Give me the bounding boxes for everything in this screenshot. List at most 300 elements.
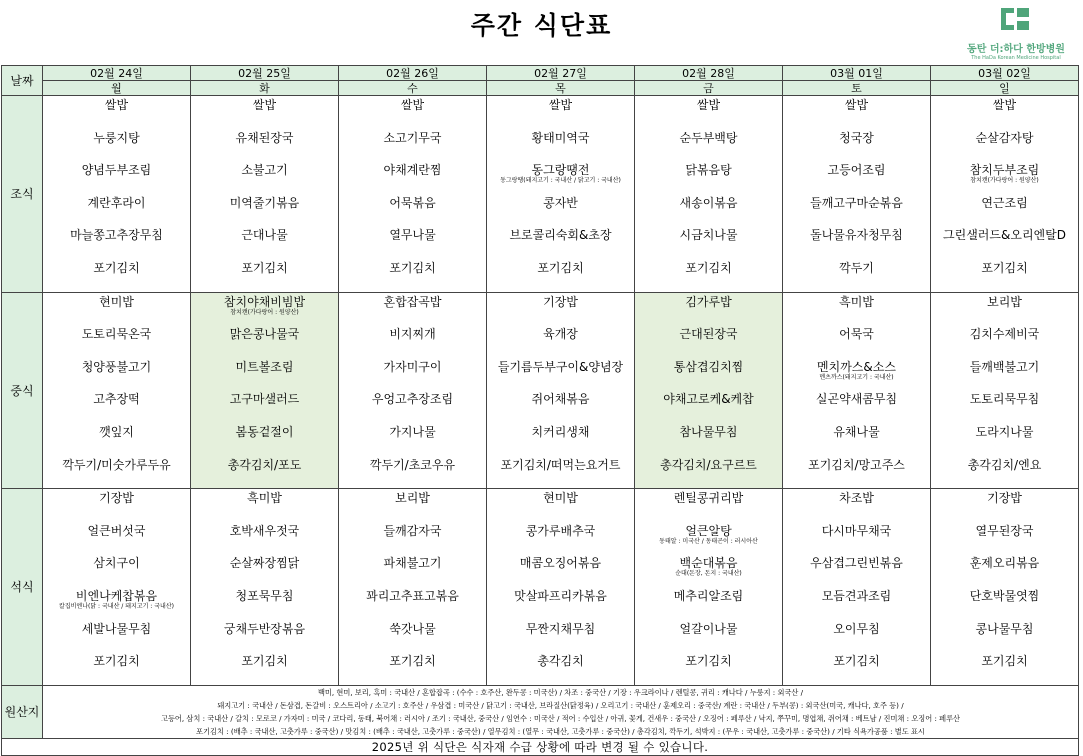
menu-item-name: 총각김치 xyxy=(537,654,584,669)
menu-item-name: 순살짜장찜닭 xyxy=(229,556,300,571)
menu-cell xyxy=(191,489,339,686)
menu-item xyxy=(43,325,190,358)
menu-item-name: 삼치구이 xyxy=(93,556,140,571)
menu-item-name: 흑미밥 xyxy=(247,491,282,506)
menu-item-name: 양념두부조림 xyxy=(81,163,152,178)
menu-item xyxy=(43,554,190,587)
menu-item-name: 콩나물무침 xyxy=(975,621,1034,636)
menu-item xyxy=(43,620,190,653)
hospital-name: 동탄 더:하다 한방병원 xyxy=(967,44,1065,55)
menu-item-name: 도토리묵온국 xyxy=(81,327,152,342)
menu-item-list xyxy=(635,489,782,685)
menu-item xyxy=(931,522,1078,555)
menu-item-name: 들깨백불고기 xyxy=(969,359,1040,374)
menu-item-name: 포기김치 xyxy=(981,260,1028,275)
menu-item xyxy=(635,554,782,587)
menu-item xyxy=(931,194,1078,227)
header-weekday: 금 xyxy=(635,81,783,96)
menu-item xyxy=(783,456,930,489)
menu-item-name: 포기김치 xyxy=(981,654,1028,669)
menu-item-name: 소고기무국 xyxy=(383,130,442,145)
origin-label: 원산지 xyxy=(2,685,43,738)
menu-item xyxy=(43,489,190,522)
menu-item xyxy=(191,358,338,391)
menu-item-name: 현미밥 xyxy=(99,294,134,309)
menu-item xyxy=(191,587,338,620)
menu-item-name: 쌀밥 xyxy=(548,98,573,112)
menu-item xyxy=(635,587,782,620)
menu-item xyxy=(339,358,486,391)
menu-item-name: 그린샐러드&오리엔탈D xyxy=(943,228,1066,243)
menu-item xyxy=(339,390,486,423)
menu-item-name: 계란후라이 xyxy=(87,195,146,210)
header-weekday: 토 xyxy=(783,81,931,96)
menu-item-name: 얼갈이나물 xyxy=(679,621,738,636)
menu-item xyxy=(43,194,190,227)
menu-item xyxy=(43,226,190,259)
menu-item xyxy=(931,325,1078,358)
menu-cell xyxy=(43,489,191,686)
menu-item xyxy=(43,259,190,292)
menu-item-name: 쌀밥 xyxy=(696,98,721,112)
menu-item-name: 기장밥 xyxy=(987,491,1022,506)
menu-item xyxy=(635,489,782,522)
menu-item xyxy=(487,226,634,259)
menu-item-name: 김치수제비국 xyxy=(969,327,1040,342)
hospital-name-en: The HaDa Korean Medicine Hospital xyxy=(971,55,1061,61)
menu-item-name: 모듬견과조림 xyxy=(821,588,892,603)
menu-item xyxy=(191,620,338,653)
menu-item-name: 쌀밥 xyxy=(104,98,129,112)
menu-item xyxy=(783,161,930,194)
menu-item-name: 고등어조림 xyxy=(827,163,886,178)
header-weekday: 목 xyxy=(487,81,635,96)
menu-item xyxy=(635,194,782,227)
menu-item-name: 치커리생채 xyxy=(531,424,590,439)
menu-item xyxy=(635,161,782,194)
menu-item-name: 깍두기/미숫가루두유 xyxy=(62,457,171,472)
origin-info xyxy=(43,685,1079,738)
menu-item-list xyxy=(43,293,190,489)
menu-item-name: 돌나물유자청무침 xyxy=(810,228,903,243)
menu-item-name: 닭볶음탕 xyxy=(685,163,732,178)
menu-item xyxy=(487,293,634,326)
menu-item xyxy=(783,194,930,227)
menu-item xyxy=(339,293,486,326)
menu-item-name: 기장밥 xyxy=(99,491,134,506)
meal-row xyxy=(2,489,1079,686)
menu-cell xyxy=(487,96,635,293)
meal-row xyxy=(2,96,1079,293)
menu-item xyxy=(191,522,338,555)
menu-item-name: 호박새우젓국 xyxy=(229,523,300,538)
menu-item xyxy=(487,652,634,685)
origin-line: 돼지고기 : 국내산 / 돈삼겹, 돈갈비 : 오스트리아 / 소고기 : 호주산 / 우삼겹 : 미국산 / 닭고기 : 국내산, 브라질산(닭정육) / 오리고기 : 국내산 / 훈제오리 : 중국산/ 계란 : 국내산 / 두부(콩) : 외국산(미국, 캐나다, 호주 등) / xyxy=(217,700,904,710)
menu-item xyxy=(487,587,634,620)
menu-item xyxy=(783,652,930,685)
menu-cell xyxy=(43,292,191,489)
menu-item xyxy=(931,96,1078,129)
menu-item-name: 유채나물 xyxy=(833,424,880,439)
header-weekday: 화 xyxy=(191,81,339,96)
menu-item xyxy=(931,129,1078,162)
menu-item xyxy=(487,96,634,129)
menu-item-name: 마늘쫑고추장무침 xyxy=(70,228,163,243)
header-date: 02월 27일 xyxy=(487,66,635,81)
menu-item-name: 가자미구이 xyxy=(383,359,442,374)
menu-item xyxy=(931,423,1078,456)
menu-item xyxy=(339,259,486,292)
menu-item-name: 총각김치/포도 xyxy=(227,457,302,472)
menu-item xyxy=(339,489,486,522)
menu-item xyxy=(339,652,486,685)
menu-item-name: 열무된장국 xyxy=(975,523,1034,538)
menu-item-name: 야채계란찜 xyxy=(383,163,442,178)
menu-item-list xyxy=(43,489,190,685)
menu-item xyxy=(487,194,634,227)
menu-item-list xyxy=(339,489,486,685)
menu-item xyxy=(931,620,1078,653)
menu-item-name: 새송이볶음 xyxy=(679,195,738,210)
menu-item-name: 고추장떡 xyxy=(93,392,140,407)
meal-label: 조식 xyxy=(2,96,43,293)
menu-item-list xyxy=(339,96,486,292)
menu-item xyxy=(635,325,782,358)
menu-item-name: 쌀밥 xyxy=(400,98,425,112)
menu-item-name: 흑미밥 xyxy=(839,294,874,309)
menu-item-name: 브로콜리숙회&초장 xyxy=(509,228,612,243)
menu-item-name: 미역줄기볶음 xyxy=(229,195,300,210)
header-weekday: 월 xyxy=(43,81,191,96)
menu-item xyxy=(635,522,782,555)
menu-item xyxy=(43,358,190,391)
menu-item xyxy=(191,423,338,456)
menu-item xyxy=(635,620,782,653)
menu-item-name: 쌀밥 xyxy=(992,98,1017,112)
menu-item xyxy=(339,620,486,653)
menu-item xyxy=(783,390,930,423)
menu-item-name: 포기김치 xyxy=(537,260,584,275)
menu-item-name: 들깨감자국 xyxy=(383,523,442,538)
menu-item-name: 야채고로케&케찹 xyxy=(663,392,754,407)
menu-item xyxy=(43,587,190,620)
menu-item xyxy=(783,96,930,129)
menu-item xyxy=(635,96,782,129)
menu-item xyxy=(931,358,1078,391)
menu-item xyxy=(635,390,782,423)
menu-cell xyxy=(487,292,635,489)
menu-item-name: 맛살파프리카볶음 xyxy=(514,588,607,603)
menu-item-name: 육개장 xyxy=(543,327,578,342)
menu-item xyxy=(43,161,190,194)
header-date: 02월 25일 xyxy=(191,66,339,81)
menu-item-name: 어묵볶음 xyxy=(389,195,436,210)
menu-item-name: 훈제오리볶음 xyxy=(969,556,1040,571)
menu-item xyxy=(783,620,930,653)
menu-item-name: 콩자반 xyxy=(543,195,578,210)
menu-item-list xyxy=(487,489,634,685)
menu-item-origin-note: 참치캔(가다랑어 : 원양산) xyxy=(970,177,1039,185)
menu-item xyxy=(191,652,338,685)
menu-item-name: 포기김치 xyxy=(93,260,140,275)
menu-item xyxy=(339,96,486,129)
menu-cell xyxy=(339,292,487,489)
menu-item xyxy=(339,554,486,587)
origin-line: 포기김치 : (배추 : 국내산, 고춧가루 : 중국산) / 맛김치 : (배추 : 국내산, 고춧가루 : 중국산) / 열무김치 : (열무 : 국내산, 고춧가루 : 중국산) / 총각김치, 깍두기, 석박지 : (무우 : 국내산, 고춧가루 : 중국산) / 기타 식욕가공품 : 별도 표시 xyxy=(196,726,925,736)
menu-item-name: 메추리알조림 xyxy=(673,588,744,603)
header-date: 02월 26일 xyxy=(339,66,487,81)
menu-item xyxy=(43,522,190,555)
menu-item-list xyxy=(931,293,1078,489)
notice-row xyxy=(2,738,1079,755)
menu-item-list xyxy=(487,293,634,489)
menu-item-name: 우삼겹그린빈볶음 xyxy=(810,556,903,571)
menu-item xyxy=(931,259,1078,292)
menu-item-name: 쌀밥 xyxy=(844,98,869,112)
menu-item xyxy=(635,259,782,292)
menu-item xyxy=(783,587,930,620)
menu-item xyxy=(339,129,486,162)
menu-item-origin-note: 멘츠까스(돼지고기 : 국내산) xyxy=(819,373,894,381)
menu-item xyxy=(783,358,930,391)
menu-item xyxy=(191,325,338,358)
menu-item-name: 깍두기 xyxy=(839,260,874,275)
menu-item xyxy=(487,522,634,555)
menu-item xyxy=(931,652,1078,685)
menu-item-list xyxy=(43,96,190,292)
menu-item xyxy=(43,423,190,456)
menu-item-name: 깻잎지 xyxy=(99,424,134,439)
origin-row xyxy=(2,685,1079,738)
header-weekday: 수 xyxy=(339,81,487,96)
menu-item xyxy=(43,456,190,489)
menu-item xyxy=(191,489,338,522)
menu-item-name: 총각김치/요구르트 xyxy=(660,457,757,472)
menu-item-name: 포기김치/망고주스 xyxy=(808,457,905,472)
menu-item-name: 단호박물엿찜 xyxy=(969,588,1040,603)
menu-item-name: 유채된장국 xyxy=(235,130,294,145)
menu-item xyxy=(783,129,930,162)
menu-item-list xyxy=(487,96,634,292)
menu-item-name: 포기김치 xyxy=(389,654,436,669)
menu-item-name: 궁채두반장볶음 xyxy=(223,621,306,636)
menu-item-name: 가지나물 xyxy=(389,424,436,439)
menu-item xyxy=(635,423,782,456)
menu-cell xyxy=(635,292,783,489)
menu-item-origin-note: 참치캔(가다랑어 : 원양산) xyxy=(230,308,299,316)
menu-item-name: 참나물무침 xyxy=(679,424,738,439)
menu-item xyxy=(783,554,930,587)
menu-item xyxy=(635,129,782,162)
menu-item-name: 혼합잡곡밥 xyxy=(383,294,442,309)
menu-item xyxy=(487,456,634,489)
menu-item-name: 무짠지채무침 xyxy=(525,621,596,636)
menu-item xyxy=(487,259,634,292)
weekly-menu-table xyxy=(1,65,1079,756)
menu-item xyxy=(339,226,486,259)
menu-item-name: 청국장 xyxy=(839,130,874,145)
menu-item xyxy=(191,96,338,129)
menu-item-name: 차조밥 xyxy=(839,491,874,506)
menu-item xyxy=(43,390,190,423)
menu-item-list xyxy=(783,293,930,489)
menu-cell xyxy=(191,292,339,489)
menu-item xyxy=(931,456,1078,489)
menu-cell xyxy=(191,96,339,293)
menu-item xyxy=(191,161,338,194)
menu-item-name: 근대된장국 xyxy=(679,327,738,342)
menu-item-name: 쌀밥 xyxy=(252,98,277,112)
menu-item-list xyxy=(783,489,930,685)
menu-item-list xyxy=(783,96,930,292)
menu-item xyxy=(191,259,338,292)
menu-item xyxy=(487,390,634,423)
menu-item-name: 쥐어채볶음 xyxy=(531,392,590,407)
menu-item-name: 기장밥 xyxy=(543,294,578,309)
menu-item-name: 참치두부조림 xyxy=(969,163,1040,178)
menu-item-name: 포기김치 xyxy=(389,260,436,275)
menu-item-name: 통삼겹김치찜 xyxy=(673,359,744,374)
menu-item xyxy=(635,293,782,326)
header-date-row xyxy=(2,66,1079,81)
menu-cell xyxy=(43,96,191,293)
menu-item-origin-note: 동그랑땡(돼지고기 : 국내산 / 닭고기 : 국내산) xyxy=(500,177,621,185)
menu-item-name: 들기름두부구이&양념장 xyxy=(497,359,624,374)
menu-cell xyxy=(783,489,931,686)
menu-item-name: 연근조림 xyxy=(981,195,1028,210)
menu-item-name: 렌틸콩귀리밥 xyxy=(673,491,744,506)
menu-item xyxy=(191,456,338,489)
menu-item xyxy=(487,554,634,587)
hospital-logo-icon xyxy=(998,6,1032,32)
menu-item xyxy=(931,161,1078,194)
menu-item-name: 도라지나물 xyxy=(975,424,1034,439)
menu-item xyxy=(487,325,634,358)
menu-item xyxy=(635,652,782,685)
menu-item xyxy=(43,129,190,162)
menu-item-list xyxy=(191,96,338,292)
menu-item-name: 꽈리고추표고볶음 xyxy=(366,588,459,603)
menu-cell xyxy=(783,292,931,489)
menu-item xyxy=(635,456,782,489)
menu-item xyxy=(191,390,338,423)
menu-item xyxy=(487,620,634,653)
menu-item-name: 포기김치 xyxy=(241,654,288,669)
menu-item-name: 순살감자탕 xyxy=(975,130,1034,145)
menu-item-name: 백순대볶음 xyxy=(679,556,738,571)
menu-cell xyxy=(339,96,487,293)
menu-item xyxy=(487,161,634,194)
menu-item xyxy=(487,423,634,456)
menu-item-name: 매콤오징어볶음 xyxy=(519,556,602,571)
menu-item-name: 황태미역국 xyxy=(531,130,590,145)
menu-cell xyxy=(931,489,1079,686)
menu-item-name: 보리밥 xyxy=(395,491,430,506)
menu-item-name: 다시마무채국 xyxy=(821,523,892,538)
hospital-logo xyxy=(960,6,1075,62)
header-date: 03월 02일 xyxy=(931,66,1079,81)
menu-item xyxy=(931,390,1078,423)
menu-item xyxy=(339,423,486,456)
menu-cell xyxy=(783,96,931,293)
menu-item xyxy=(931,226,1078,259)
origin-line: 백미, 현미, 보리, 흑미 : 국내산 / 혼합잡곡 : (수수 : 호주산, 완두콩 : 미국산) / 차조 : 중국산 / 기장 : 우크라이나 / 렌틸콩, 귀리 : 캐나다 / 누룽지 : 외국산 / xyxy=(317,687,804,697)
menu-item xyxy=(191,554,338,587)
menu-item xyxy=(931,489,1078,522)
menu-item xyxy=(191,129,338,162)
menu-item-name: 포기김치/떠먹는요거트 xyxy=(500,457,621,472)
menu-item-name: 현미밥 xyxy=(543,491,578,506)
menu-item-name: 순두부백탕 xyxy=(679,130,738,145)
menu-item-name: 포기김치 xyxy=(685,260,732,275)
menu-item xyxy=(339,587,486,620)
menu-item xyxy=(783,522,930,555)
menu-item xyxy=(931,293,1078,326)
menu-item-name: 멘치까스&소스 xyxy=(817,359,896,374)
menu-item xyxy=(635,358,782,391)
menu-cell xyxy=(487,489,635,686)
origin-line: 고등어, 삼치 : 국내산 / 갈치 : 모로코 / 가자미 : 미국 / 코다리, 동태, 북어채 : 러시아 / 조기 : 국내산, 중국산 / 임연수 : 미국산 / 적어 : 수입산 / 아귀, 꽃게, 건새우 : 중국산 / 오징어 : 페루산 / 낙지, 쭈꾸미, 명엽채, 쥐어채 : 베트남 / 진미채 : 오징어 : 페루산 xyxy=(161,713,960,723)
menu-item xyxy=(43,96,190,129)
menu-item-name: 청포묵무침 xyxy=(235,588,294,603)
menu-item-name: 맑은콩나물국 xyxy=(229,327,300,342)
menu-item-name: 김가루밥 xyxy=(685,294,732,309)
menu-item-origin-note: 순대(돈장, 돈지 : 국내산) xyxy=(675,570,742,578)
menu-item-list xyxy=(635,96,782,292)
menu-item xyxy=(931,587,1078,620)
menu-item-name: 콩가루배추국 xyxy=(525,523,596,538)
menu-item-name: 소불고기 xyxy=(241,163,288,178)
menu-item-name: 청양풍불고기 xyxy=(81,359,152,374)
menu-item xyxy=(339,522,486,555)
menu-item-name: 들깨고구마순볶음 xyxy=(810,195,903,210)
menu-item-list xyxy=(635,293,782,489)
menu-item xyxy=(635,226,782,259)
header-weekday-row xyxy=(2,81,1079,96)
menu-item-name: 얼큰버섯국 xyxy=(87,523,146,538)
menu-item xyxy=(783,226,930,259)
menu-item xyxy=(783,293,930,326)
menu-item-name: 포기김치 xyxy=(685,654,732,669)
menu-item xyxy=(487,129,634,162)
menu-item-name: 우엉고추장조림 xyxy=(371,392,454,407)
page-title: 주간 식단표 xyxy=(470,11,613,40)
menu-item xyxy=(931,554,1078,587)
menu-item xyxy=(191,194,338,227)
menu-cell xyxy=(635,489,783,686)
header-weekday: 일 xyxy=(931,81,1079,96)
menu-item xyxy=(43,293,190,326)
menu-item-name: 어묵국 xyxy=(839,327,874,342)
menu-item-name: 포기김치 xyxy=(93,654,140,669)
menu-item-name: 봄동겉절이 xyxy=(235,424,294,439)
menu-item-origin-note: 동태알 : 미국산 / 동태곤이 : 러시아산 xyxy=(659,537,758,545)
menu-item-name: 포기김치 xyxy=(241,260,288,275)
menu-item-name: 도토리묵무침 xyxy=(969,392,1040,407)
menu-item-name: 파채불고기 xyxy=(383,556,442,571)
menu-item xyxy=(339,194,486,227)
menu-item-name: 비엔나케찹볶음 xyxy=(75,588,158,603)
meal-label: 중식 xyxy=(2,292,43,489)
menu-item-name: 실곤약새콤무침 xyxy=(815,392,898,407)
menu-item-name: 총각김치/엔요 xyxy=(967,457,1042,472)
menu-item xyxy=(783,489,930,522)
menu-item-name: 동그랑땡전 xyxy=(531,163,590,178)
menu-item xyxy=(191,226,338,259)
menu-item xyxy=(339,456,486,489)
menu-item-list xyxy=(191,489,338,685)
menu-item-name: 쑥갓나물 xyxy=(389,621,436,636)
